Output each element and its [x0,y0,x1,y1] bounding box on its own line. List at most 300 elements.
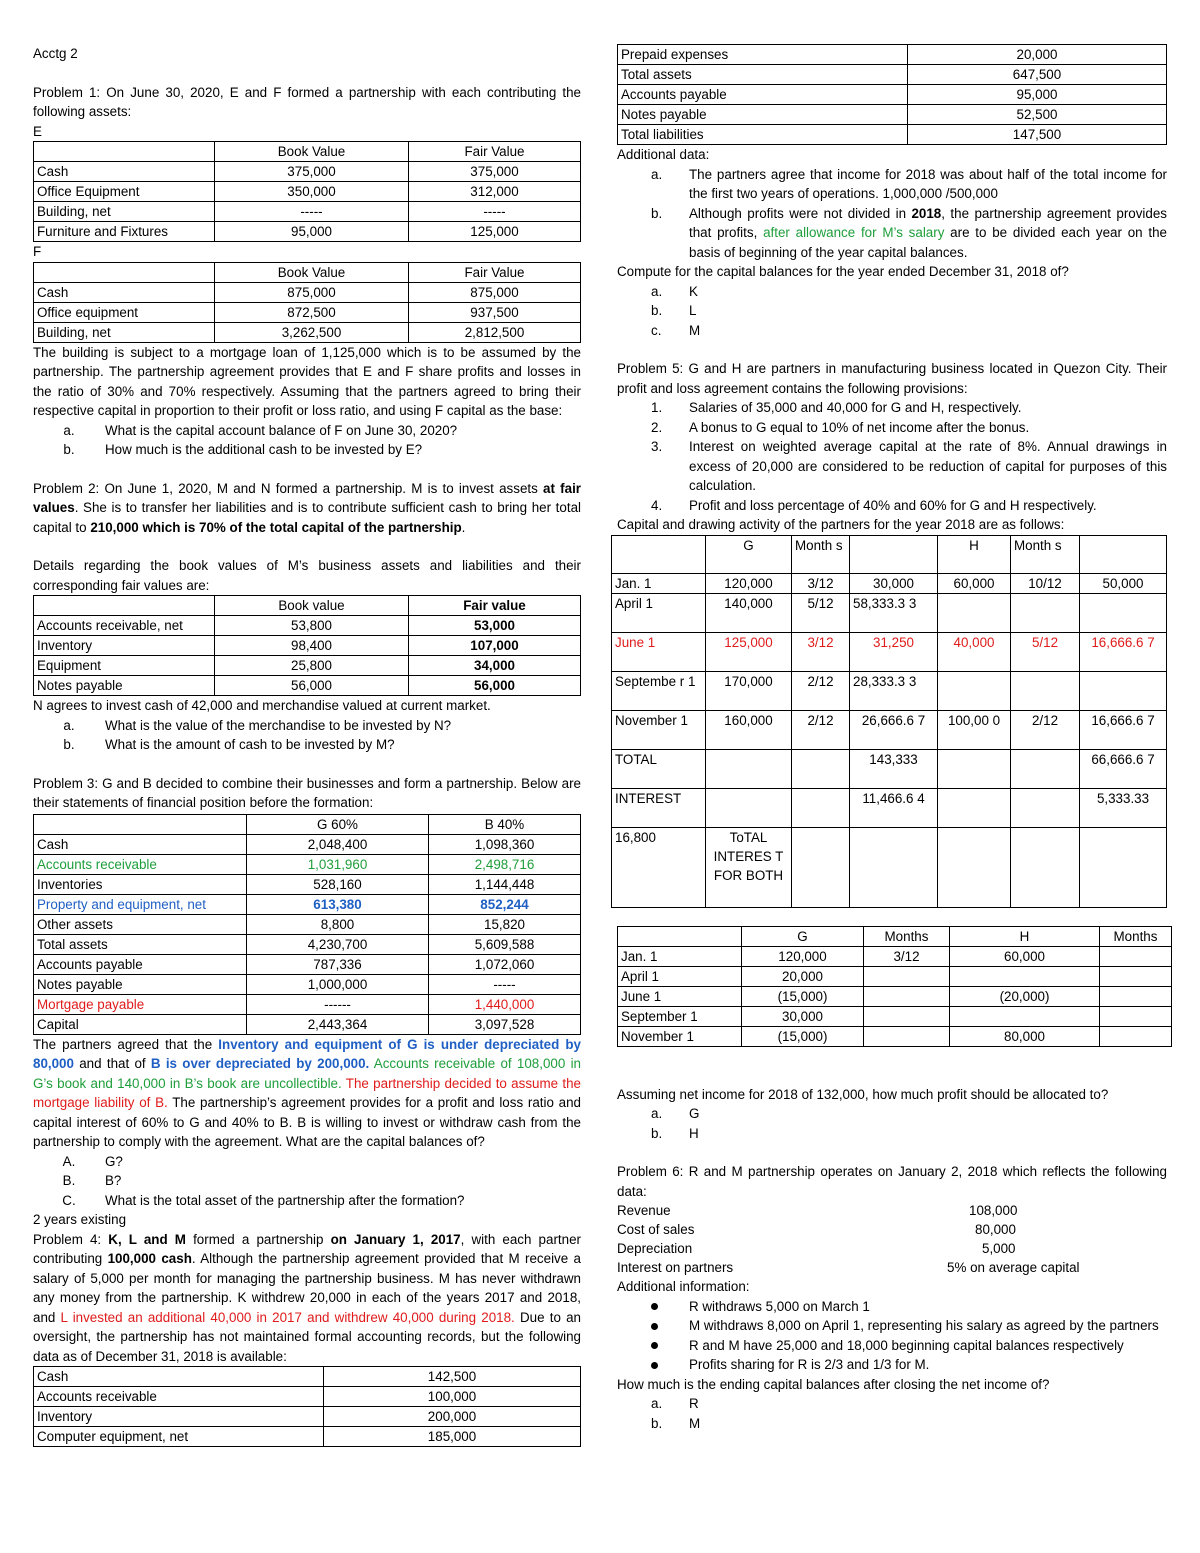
cell [938,749,1011,788]
list-item [33,1191,581,1211]
list-marker: 2. [651,419,663,435]
book-value: 25,800 [215,656,409,676]
table-row [618,1006,1172,1026]
row-value: 185,000 [324,1427,581,1447]
row-label: Other assets [34,914,247,934]
list-marker: b. [651,1415,663,1431]
book-value: ----- [215,202,409,222]
list-item [33,1152,581,1172]
cell: Jan. 1 [612,573,706,593]
table-row [617,1201,1167,1220]
p1-e-table [33,141,581,242]
cell: 140,000 [706,593,792,632]
row-label: Accounts receivable, net [34,616,215,636]
table-row [34,282,581,302]
table-header-row [34,142,581,162]
p4-additional-label: Additional data: [617,147,710,162]
cell: April 1 [618,966,742,986]
table-row [34,1367,581,1387]
cell: 20,000 [742,966,864,986]
cell [1100,986,1172,1006]
cell: 11,466.6 4 [850,788,938,827]
cell [864,1006,950,1026]
p4-table-part1 [33,1366,581,1447]
b-value: 1,144,448 [429,874,581,894]
table-row [34,322,581,342]
cell: 30,000 [742,1006,864,1026]
table-row [34,162,581,182]
cell [792,788,850,827]
table-row [618,85,1167,105]
b-value: ----- [429,974,581,994]
cell [938,593,1011,632]
list-marker: a. [651,1106,663,1121]
table-row [612,573,1167,593]
p3-text [33,1035,581,1152]
g-value: 1,031,960 [247,854,429,874]
cell: 16,666.6 7 [1080,632,1167,671]
cell: ToTAL INTERES T FOR BOTH [706,827,792,907]
header-cell [34,262,215,282]
g-value: 2,443,364 [247,1014,429,1034]
header-cell: Book value [215,596,409,616]
item-text: M withdraws 8,000 on April 1, representing his salary as agreed by the partners [689,1318,1159,1333]
row-label: Notes payable [34,676,215,696]
table-row [34,636,581,656]
table-row [34,874,581,894]
list-item [33,716,581,736]
b-value: 3,097,528 [429,1014,581,1034]
p6-additional-label: Additional information: [617,1279,750,1294]
row-label: Inventory [34,1407,324,1427]
row-label: Cost of sales [617,1222,695,1237]
header-cell: Month s [1011,535,1080,573]
table-row [618,1026,1172,1046]
book-value: 98,400 [215,636,409,656]
cell: 160,000 [706,710,792,749]
bullet-icon [617,1355,689,1375]
table-header-row [34,814,581,834]
cell [950,1006,1100,1026]
book-value: 56,000 [215,676,409,696]
p5-cap-intro: Capital and drawing activity of the partners for the year 2018 are as follows: [617,517,1065,532]
text-span: The partnership’s agreement provides for a profit and loss ratio and capital interest of 60% to G and 40% to B. B is willing to invest or withdraw cash from the partnership to comply with the agreement. What are the capital balances of? [33,1095,581,1149]
question-text: B? [105,1173,122,1188]
list-item [33,1171,581,1191]
list-item [617,418,1167,438]
list-marker: A. [62,1153,76,1169]
b-value: 1,440,000 [429,994,581,1014]
table-row [612,671,1167,710]
list-marker: b. [63,442,75,457]
header-cell: H [950,926,1100,946]
cell: June 1 [618,986,742,1006]
table-header-row [34,596,581,616]
cell [864,966,950,986]
table-row [34,1427,581,1447]
text-span: Problem 4: [33,1231,109,1247]
item-text: K [689,283,698,299]
table-row [34,202,581,222]
row-label: Property and equipment, net [34,894,247,914]
fair-value: 2,812,500 [409,322,581,342]
cell: 16,800 [612,827,706,907]
header-cell [618,926,742,946]
question-text: What is the amount of cash to be invested by M? [105,737,395,752]
p2-details: Details regarding the book values of M’s business assets and liabilities and their corresponding fair values are: [33,558,581,593]
fair-value: ----- [409,202,581,222]
row-label: Notes payable [34,974,247,994]
row-label: Mortgage payable [34,994,247,1014]
cell [1100,966,1172,986]
cell: November 1 [612,710,706,749]
row-label: Depreciation [617,1241,693,1256]
g-value: 4,230,700 [247,934,429,954]
text-span: , the partnership agreement provides that profits, [689,205,1167,240]
text-span: after allowance for M’s salary [763,225,945,240]
cell: (20,000) [950,986,1100,1006]
header-cell: G 60% [247,814,429,834]
fair-value: 53,000 [409,616,581,636]
item-text: L [689,303,697,318]
item-text: R withdraws 5,000 on March 1 [689,1298,870,1314]
fair-value: 875,000 [409,282,581,302]
cell [706,749,792,788]
row-label: Accounts payable [34,954,247,974]
header-cell: G [742,926,864,946]
p1-text: The building is subject to a mortgage loan of 1,125,000 which is to be assumed by the partnership. The partnership agreement provides that E and F share profits and losses in the ratio of 30% and 70% respectively. Assuming that the partners agreed to bring their respective capital in proportion to their profit or loss ratio, and using F capital as the base: [33,344,581,418]
p1-intro: Problem 1: On June 30, 2020, E and F formed a partnership with each contributing the following assets: [33,84,581,119]
row-label: Cash [34,162,215,182]
p1-f-table [33,262,581,343]
bold-span: at fair values [33,480,581,515]
header-cell: Fair Value [409,262,581,282]
g-value: ------ [247,994,429,1014]
list-item [617,1124,1167,1144]
list-marker: a. [651,166,663,182]
table-row [34,302,581,322]
list-item [617,165,1167,204]
row-label: Revenue [617,1203,671,1218]
list-item [617,321,1167,341]
row-value: 5% on average capital [947,1260,1080,1275]
p5-assume: Assuming net income for 2018 of 132,000, how much profit should be allocated to? [617,1086,1109,1102]
row-value: 5,000 [982,1241,1016,1256]
cell: 50,000 [1080,573,1167,593]
item-text: R and M have 25,000 and 18,000 beginning capital balances respectively [689,1337,1124,1353]
cell: 2/12 [1011,710,1080,749]
bold-span: B is over depreciated by 200,000. [150,1056,370,1071]
p4-table-part2 [617,44,1167,145]
cell: 120,000 [742,946,864,966]
g-value: 613,380 [247,894,429,914]
table-row [34,914,581,934]
text-span: The partners agreed that the [33,1036,219,1052]
table-row [617,1239,1167,1258]
row-label: Accounts payable [618,85,908,105]
row-value: 647,500 [908,65,1167,85]
header-cell [34,814,247,834]
b-value: 2,498,716 [429,854,581,874]
table-row [34,222,581,242]
cell: September 1 [618,1006,742,1026]
row-label: Computer equipment, net [34,1427,324,1447]
cell: June 1 [612,632,706,671]
g-value: 2,048,400 [247,834,429,854]
list-marker: a. [63,717,75,733]
p3-table [33,814,581,1035]
item-text: A bonus to G equal to 10% of net income after the bonus. [689,419,1030,435]
list-marker: b. [651,205,663,221]
cell [938,827,1011,907]
cell: 143,333 [850,749,938,788]
cell: 100,00 0 [938,710,1011,749]
cell: TOTAL [612,749,706,788]
cell: 3/12 [792,632,850,671]
list-marker: b. [651,303,663,318]
row-value: 20,000 [908,45,1167,65]
cell: 5/12 [1011,632,1080,671]
list-marker: b. [63,737,75,752]
cell: 26,666.6 7 [850,710,938,749]
cell: April 1 [612,593,706,632]
table-row [34,616,581,636]
item-text: G [689,1106,700,1121]
row-value: 100,000 [324,1387,581,1407]
list-item [617,1297,1167,1317]
table-row [34,894,581,914]
p5-intro: Problem 5: G and H are partners in manufacturing business located in Quezon City. Their profit and loss agreement contains the following provisions: [617,361,1167,396]
cell: 2/12 [792,671,850,710]
header-cell: G [706,535,792,573]
cell [864,1026,950,1046]
header-cell: H [938,535,1011,573]
cell: (15,000) [742,986,864,1006]
row-label: Total assets [34,934,247,954]
list-item [617,398,1167,418]
cell [938,671,1011,710]
table-row [618,946,1172,966]
cell [938,788,1011,827]
row-value: 80,000 [975,1222,1016,1237]
header-cell: Months [1100,926,1172,946]
g-value: 528,160 [247,874,429,894]
p5-drawings-table [617,926,1172,1047]
cell: 3/12 [864,946,950,966]
item-text: The partners agree that income for 2018 was about half of the total income for the first two years of operations. 1,000,000 /500,000 [689,166,1167,201]
cell [1011,788,1080,827]
table-header-row [34,262,581,282]
question-text: What is the total asset of the partnership after the formation? [105,1192,465,1208]
row-label: Prepaid expenses [618,45,908,65]
cell [1011,671,1080,710]
cell: 31,250 [850,632,938,671]
text-span: Although profits were not divided in [689,205,912,221]
fair-value: 34,000 [409,656,581,676]
row-label: Cash [34,1367,324,1387]
header-cell: Fair Value [409,142,581,162]
list-marker: C. [62,1192,76,1208]
row-label: Accounts receivable [34,854,247,874]
b-value: 852,244 [429,894,581,914]
table-row [34,1014,581,1034]
row-label: Capital [34,1014,247,1034]
cell [1011,593,1080,632]
table-row [34,1387,581,1407]
fair-value: 937,500 [409,302,581,322]
text-span: Accounts receivable of 108,000 in G’s book and 140,000 in B’s book are uncollectible. [33,1056,581,1091]
bold-span: 210,000 which is 70% of the total capital of the partnership [90,519,462,535]
right-column [617,44,1167,1433]
bold-span: 2018 [911,205,942,221]
item-text: Interest on weighted average capital at the rate of 8%. Annual drawings in excess of 20,000 are considered to be reduction of capital for purposes of this calculation. [689,439,1167,493]
cell: 3/12 [792,573,850,593]
table-row [612,593,1167,632]
p1-e-label: E [33,123,42,139]
p4-note: 2 years existing [33,1212,127,1227]
cell: 5,333.33 [1080,788,1167,827]
list-marker: a. [651,1396,663,1411]
header-cell [850,535,938,573]
table-row [612,710,1167,749]
cell: 28,333.3 3 [850,671,938,710]
row-value: 52,500 [908,105,1167,125]
row-label: Equipment [34,656,215,676]
list-item [617,301,1167,321]
list-item [617,1414,1167,1434]
cell [1080,827,1167,907]
cell [1011,827,1080,907]
list-item [617,1316,1167,1336]
header-cell [34,142,215,162]
book-value: 872,500 [215,302,409,322]
cell: 80,000 [950,1026,1100,1046]
cell: (15,000) [742,1026,864,1046]
row-value: 108,000 [969,1203,1018,1218]
p5-capital-table [611,535,1167,908]
text-span: . She is to transfer her liabilities and is to contribute sufficient cash to bring her total capital to [33,500,581,535]
p2-intro [33,479,581,538]
bold-span: 100,000 cash [107,1251,192,1266]
item-text: Profits sharing for R is 2/3 and 1/3 for M. [689,1357,930,1372]
header-cell [34,596,215,616]
fair-value: 107,000 [409,636,581,656]
cell: 58,333.3 3 [850,593,938,632]
fair-value: 125,000 [409,222,581,242]
row-label: Total assets [618,65,908,85]
header-cell: Months [864,926,950,946]
bold-span: K, L and M [108,1231,186,1247]
text-span: . Although the partnership agreement provided that M receive a salary of 5,000 per month for managing the partnership business. M has never withdrawn any money from the partnership. K withdrew 20,000 in each of the years 2017 and 2018, and [33,1251,581,1325]
row-label: Building, net [34,322,215,342]
list-item [33,735,581,755]
g-value: 1,000,000 [247,974,429,994]
header-cell [1080,535,1167,573]
header-cell: Book Value [215,142,409,162]
row-label: Notes payable [618,105,908,125]
table-row [34,656,581,676]
cell [850,827,938,907]
text-span: are to be divided each year on the basis of beginning of the year capital balances. [689,225,1167,260]
cell [950,966,1100,986]
bullet-icon [617,1316,689,1336]
item-text: H [689,1125,699,1141]
list-marker: B. [62,1173,76,1188]
table-row [618,45,1167,65]
table-row [34,954,581,974]
cell: Jan. 1 [618,946,742,966]
table-row [612,749,1167,788]
b-value: 1,072,060 [429,954,581,974]
table-row [618,966,1172,986]
table-row [618,105,1167,125]
list-item [617,204,1167,263]
text-span: , with each partner contributing [33,1231,581,1266]
cell: 5/12 [792,593,850,632]
header-cell: Book Value [215,262,409,282]
bullet-icon [617,1297,689,1317]
cell: 60,000 [938,573,1011,593]
table-row [612,632,1167,671]
table-row [612,788,1167,827]
p6-income-data [617,1201,1167,1277]
row-label: Accounts receivable [34,1387,324,1407]
header-cell: Fair value [409,596,581,616]
list-marker: 4. [651,497,663,513]
question-text: What is the value of the merchandise to be invested by N? [105,717,452,733]
row-label: Building, net [34,202,215,222]
cell: 125,000 [706,632,792,671]
text-span: L invested an additional 40,000 in 2017 and withdrew 40,000 during 2018. [60,1309,515,1325]
list-item [33,421,581,441]
table-row [618,986,1172,1006]
item-text: Profit and loss percentage of 40% and 60% for G and H respectively. [689,497,1097,513]
row-value: 147,500 [908,125,1167,145]
p2-n-text: N agrees to invest cash of 42,000 and merchandise valued at current market. [33,698,491,713]
list-item [33,440,581,460]
row-label: Total liabilities [618,125,908,145]
item-text: R [689,1396,699,1411]
table-row [34,1407,581,1427]
cell: 60,000 [950,946,1100,966]
question-text: How much is the additional cash to be invested by E? [105,442,423,457]
question-text: G? [105,1153,123,1169]
list-item [617,1394,1167,1414]
row-label: Cash [34,834,247,854]
book-value: 375,000 [215,162,409,182]
cell: Septembe r 1 [612,671,706,710]
p1-f-label: F [33,244,42,259]
row-label: Office equipment [34,302,215,322]
row-value: 142,500 [324,1367,581,1387]
fair-value: 56,000 [409,676,581,696]
left-column [33,44,581,1447]
p6-question: How much is the ending capital balances after closing the net income of? [617,1376,1050,1392]
text-span: . [461,519,466,535]
item-text: M [689,322,701,338]
cell: November 1 [618,1026,742,1046]
table-row [617,1258,1167,1277]
table-header-row [618,926,1172,946]
header-cell: B 40% [429,814,581,834]
bold-span: on January 1, 2017 [330,1231,461,1247]
cell [1100,1026,1172,1046]
list-marker: a. [63,422,75,438]
b-value: 1,098,360 [429,834,581,854]
cell [792,749,850,788]
b-value: 15,820 [429,914,581,934]
list-item [617,1336,1167,1356]
